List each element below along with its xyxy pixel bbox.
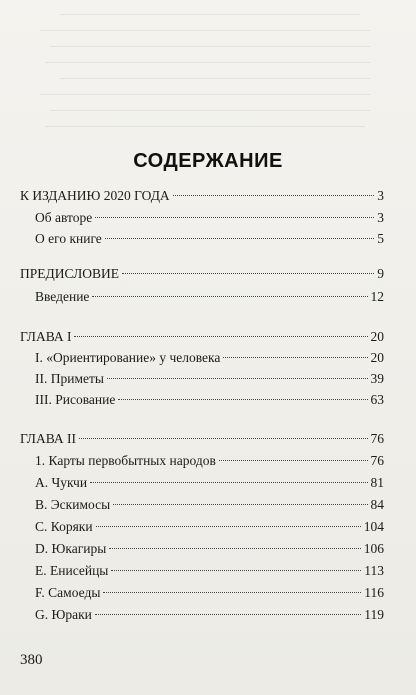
toc-entry-page: 76	[370, 431, 384, 446]
toc-entry	[20, 264, 384, 284]
dot-leader	[111, 570, 361, 571]
dot-leader	[96, 526, 361, 527]
toc-entry-page: 113	[364, 563, 384, 578]
toc-entry	[35, 208, 384, 228]
toc-entry-page: 39	[370, 371, 384, 386]
toc-entry-title: II. Приметы	[35, 371, 104, 386]
toc-entry-title: К ИЗДАНИЮ 2020 ГОДА	[20, 188, 170, 203]
dot-leader	[92, 296, 367, 297]
toc-entry-title: C. Коряки	[35, 519, 93, 534]
toc-entry	[20, 327, 384, 347]
toc-entry-page: 5	[377, 231, 384, 246]
dot-leader	[95, 614, 361, 615]
toc-entry-page: 20	[370, 329, 384, 344]
toc-entry-page: 84	[370, 497, 384, 512]
toc-entry-title: F. Самоеды	[35, 585, 101, 600]
toc-entry-page: 3	[377, 210, 384, 225]
toc-entry-title: О его книге	[35, 231, 102, 246]
toc-entry-page: 9	[377, 266, 384, 281]
dot-leader	[95, 217, 374, 218]
toc-entry	[35, 369, 384, 389]
dot-leader	[223, 357, 367, 358]
toc-entry-title: A. Чукчи	[35, 475, 88, 490]
toc-entry-page: 12	[370, 289, 384, 304]
toc-entry-title: B. Эскимосы	[35, 497, 111, 512]
toc-entry	[35, 451, 384, 471]
toc-entry	[35, 348, 384, 368]
toc-entry	[20, 186, 384, 206]
toc-entry	[35, 287, 384, 307]
toc-entry	[35, 561, 384, 581]
toc-entry-page: 104	[363, 519, 384, 534]
toc-entry-title: Введение	[35, 289, 90, 304]
toc-entry-page: 63	[370, 392, 384, 407]
page-number: 380	[20, 652, 43, 668]
toc-entry	[35, 473, 384, 493]
toc-entry-title: ГЛАВА II	[20, 431, 76, 446]
toc-entry-page: 119	[364, 607, 384, 622]
toc-heading: СОДЕРЖАНИЕ	[133, 150, 283, 172]
toc-entry	[35, 517, 384, 537]
toc-entry-page: 76	[370, 453, 384, 468]
toc-entry	[35, 605, 384, 625]
toc-entry	[35, 495, 384, 515]
toc-entry-page: 3	[377, 188, 384, 203]
toc-entry-title: 1. Карты первобытных народов	[35, 453, 216, 468]
dot-leader	[122, 273, 374, 274]
dot-leader	[103, 592, 361, 593]
toc-entry-title: ГЛАВА I	[20, 329, 72, 344]
toc-entry-page: 81	[370, 475, 384, 490]
dot-leader	[74, 336, 367, 337]
toc-entry-page: 20	[370, 350, 384, 365]
toc-entry	[35, 229, 384, 249]
dot-leader	[105, 238, 374, 239]
toc-entry-title: I. «Ориентирование» у человека	[35, 350, 221, 365]
toc-entry	[35, 583, 384, 603]
show-through-text	[0, 0, 416, 150]
dot-leader	[109, 548, 360, 549]
toc-entry-page: 116	[364, 585, 384, 600]
toc-entry	[35, 390, 384, 410]
dot-leader	[90, 482, 367, 483]
dot-leader	[219, 460, 368, 461]
toc-entry-title: E. Енисейцы	[35, 563, 109, 578]
toc-entry	[20, 429, 384, 449]
toc-entry-title: Об авторе	[35, 210, 93, 225]
dot-leader	[118, 399, 367, 400]
toc-entry-title: III. Рисование	[35, 392, 116, 407]
dot-leader	[113, 504, 367, 505]
toc-entry-title: G. Юраки	[35, 607, 92, 622]
dot-leader	[107, 378, 368, 379]
toc-entry-page: 106	[363, 541, 384, 556]
dot-leader	[173, 195, 375, 196]
toc-entry	[35, 539, 384, 559]
toc-entry-title: ПРЕДИСЛОВИЕ	[20, 266, 120, 281]
toc-entry-title: D. Юкагиры	[35, 541, 107, 556]
dot-leader	[79, 438, 368, 439]
